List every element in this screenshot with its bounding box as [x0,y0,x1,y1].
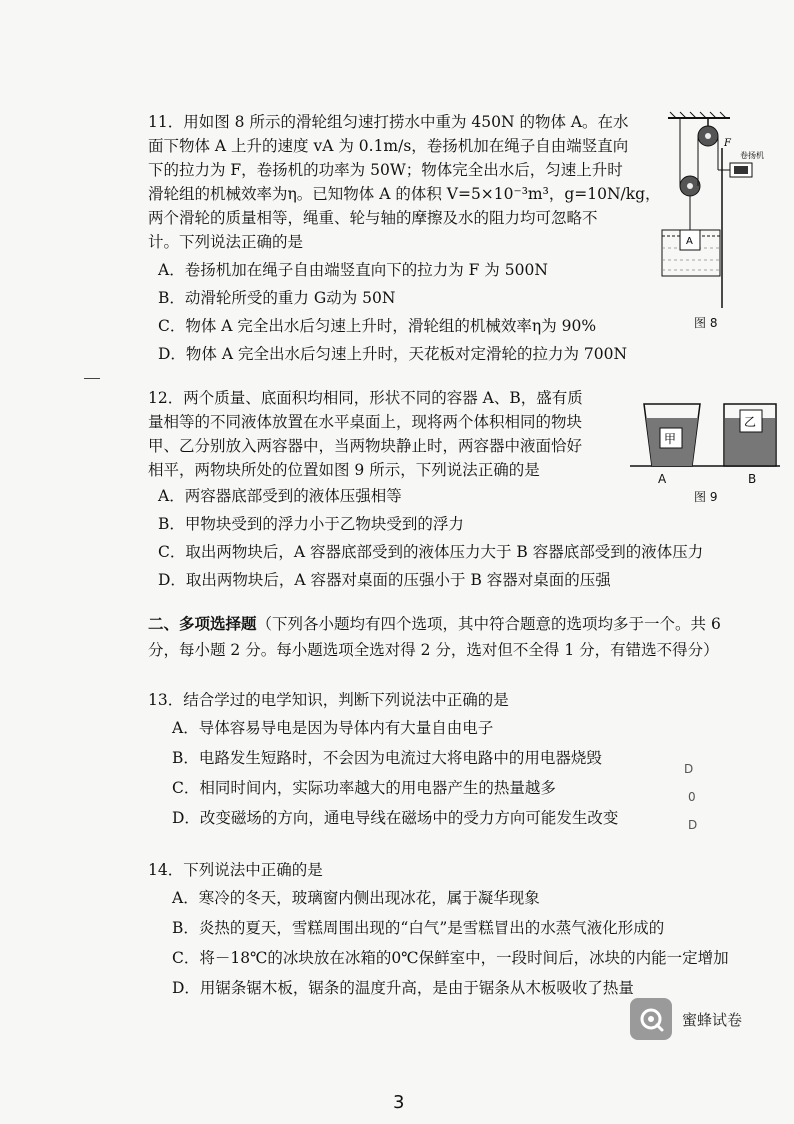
q14-options [172,886,772,1000]
q14-stem: 14．下列说法中正确的是 [148,861,323,879]
page-number: 3 [393,1092,405,1113]
q11-options [158,258,678,366]
margin-mark-3: D [688,818,698,832]
q12-option-a: A．两容器底部受到的液体压强相等 [158,487,402,505]
section-2-title: 二、多项选择题 [148,614,257,633]
figure-9-containers [630,398,780,470]
q12-option-b: B．甲物块受到的浮力小于乙物块受到的浮力 [158,515,464,533]
figure-8-label-a: A [686,236,693,247]
margin-mark-2: 0 [688,790,696,804]
question-11 [148,110,668,254]
figure-9-label-a: A [658,472,667,486]
q13-option-b: B．电路发生短路时，不会因为电流过大将电路中的用电器烧毁 [172,749,602,767]
figure-9-label-yi: 乙 [744,415,757,429]
q14-option-b: B．炎热的夏天，雪糕周围出现的“白气”是雪糕冒出的水蒸气液化形成的 [172,919,665,937]
figure-8-label-winch: 卷扬机 [740,151,764,160]
figure-8-label-f: F [724,138,731,149]
figure-8-pulley-system [660,108,780,308]
section-2-desc-2: 分，每小题 2 分。每小题选项全选对得 2 分，选对但不全得 1 分，有错选不得分） [148,641,719,659]
figure-9-label-jia: 甲 [664,432,677,446]
q11-line-6: 计。下列说法正确的是 [148,233,304,251]
question-12 [148,386,628,482]
q13-options [172,716,732,830]
q13-option-d: D．改变磁场的方向，通电导线在磁场中的受力方向可能发生改变 [172,809,619,827]
brand-watermark [630,998,742,1040]
brand-text: 蜜蜂试卷 [682,1010,743,1029]
q12-option-c: C．取出两物块后，A 容器底部受到的液体压力大于 B 容器底部受到的液体压力 [158,543,704,561]
q14-option-d: D．用锯条锯木板，锯条的温度升高，是由于锯条从木板吸收了热量 [172,979,634,997]
q11-option-b: B．动滑轮所受的重力 G动为 50N [158,289,396,307]
q11-line-3: 下的拉力为 F，卷扬机的功率为 50W；物体完全出水后，匀速上升时 [148,161,623,179]
q11-option-c: C．物体 A 完全出水后匀速上升时，滑轮组的机械效率η为 90% [158,317,597,335]
q13-stem: 13．结合学过的电学知识，判断下列说法中正确的是 [148,691,509,709]
q14-option-a: A．寒冷的冬天，玻璃窗内侧出现冰花，属于凝华现象 [172,889,540,907]
q12-option-d: D．取出两物块后，A 容器对桌面的压强小于 B 容器对桌面的压强 [158,571,611,589]
q11-line-4: 滑轮组的机械效率为η。已知物体 A 的体积 V=5×10⁻³m³，g=10N/kg， [148,185,661,203]
q12-line-1: 12．两个质量、底面积均相同，形状不同的容器 A、B，盛有质 [148,389,583,407]
question-14 [148,858,708,882]
q12-line-4: 相平，两物块所处的位置如图 9 所示，下列说法正确的是 [148,461,540,479]
margin-dash [84,378,100,379]
figure-9-caption: 图 9 [694,490,718,504]
q13-option-a: A．导体容易导电是因为导体内有大量自由电子 [172,719,494,737]
margin-mark-1: D [684,762,694,776]
q11-option-a: A．卷扬机加在绳子自由端竖直向下的拉力为 F 为 500N [158,261,548,279]
q11-option-d: D．物体 A 完全出水后匀速上升时，天花板对定滑轮的拉力为 700N [158,345,628,363]
question-13 [148,688,708,712]
figure-8-caption: 图 8 [694,316,718,330]
q12-line-2: 量相等的不同液体放置在水平桌面上，现将两个体积相同的物块 [148,413,583,431]
section-2-header [148,612,768,662]
q12-options [158,484,768,592]
figure-9-label-b: B [748,472,757,486]
section-2-line-1 [148,612,768,636]
q14-option-c: C．将－18℃的冰块放在冰箱的0℃保鲜室中，一段时间后，冰块的内能一定增加 [172,949,729,967]
q11-line-5: 两个滑轮的质量相等，绳重、轮与轴的摩擦及水的阻力均可忽略不 [148,209,598,227]
q11-line-1: 11．用如图 8 所示的滑轮组匀速打捞水中重为 450N 的物体 A。在水 [148,113,629,131]
q11-line-2: 面下物体 A 上升的速度 vA 为 0.1m/s，卷扬机加在绳子自由端竖直向 [148,137,629,155]
q12-line-3: 甲、乙分别放入两容器中，当两物块静止时，两容器中液面恰好 [148,437,583,455]
bee-logo-icon [630,998,672,1040]
section-2-desc-1: （下列各小题均有四个选项，其中符合题意的选项均多于一个。共 6 [256,615,721,633]
q13-option-c: C．相同时间内，实际功率越大的用电器产生的热量越多 [172,779,556,797]
